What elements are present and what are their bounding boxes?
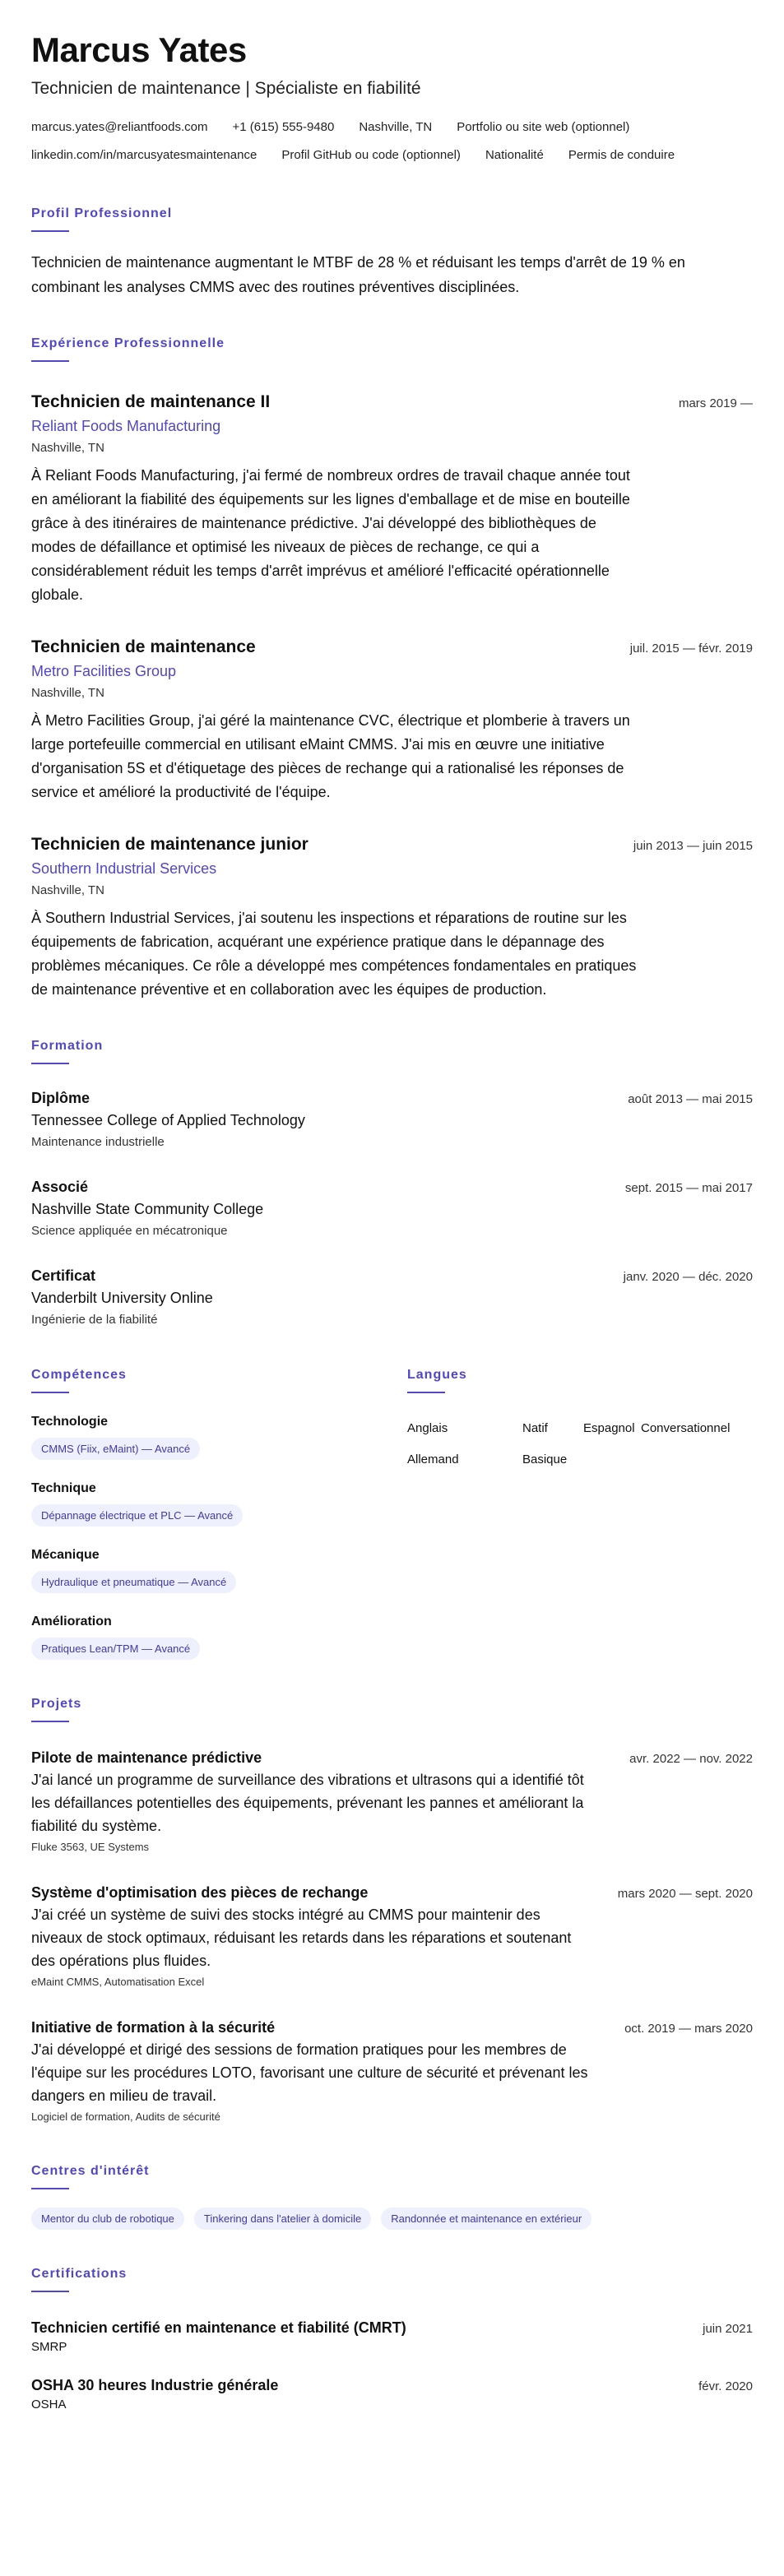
section-divider xyxy=(31,1392,69,1393)
skill-group xyxy=(31,1413,407,1460)
profile-summary: Technicien de maintenance augmentant le MTBF de 28 % et réduisant les temps d'arrêt de 19 % en combinant les analyses CMMS avec des routines préventives disciplinées. xyxy=(31,254,685,295)
headline: Technicien de maintenance | Spécialiste en fiabilité xyxy=(31,79,421,98)
section-divider xyxy=(31,1063,69,1064)
experience-section xyxy=(31,336,753,1002)
job-date: mars 2019 — xyxy=(678,396,753,410)
experience-entry xyxy=(31,390,753,607)
skills-languages-row xyxy=(31,1367,753,1660)
contact-nationality: Nationalité xyxy=(485,148,544,162)
interest-pill: Mentor du club de robotique xyxy=(31,2208,184,2230)
project-entry xyxy=(31,2017,753,2127)
contact-email[interactable]: marcus.yates@reliantfoods.com xyxy=(31,120,208,134)
project-tech: eMaint CMMS, Automatisation Excel xyxy=(31,1976,205,1988)
skill-pill: Dépannage électrique et PLC — Avancé xyxy=(31,1504,243,1527)
certification-issuer: OSHA xyxy=(31,2398,67,2412)
project-date: mars 2020 — sept. 2020 xyxy=(617,1887,753,1901)
job-title: Technicien de maintenance II xyxy=(31,392,271,411)
job-title: Technicien de maintenance junior xyxy=(31,835,308,854)
edu-degree: Associé xyxy=(31,1179,89,1195)
edu-field: Maintenance industrielle xyxy=(31,1135,165,1149)
edu-school: Tennessee College of Applied Technology xyxy=(31,1112,305,1128)
language-level: Basique xyxy=(522,1452,568,1466)
experience-entry xyxy=(31,832,753,1002)
project-date: oct. 2019 — mars 2020 xyxy=(624,2022,753,2036)
contact-phone[interactable]: +1 (615) 555-9480 xyxy=(232,120,335,134)
education-section xyxy=(31,1038,753,1331)
project-tech: Fluke 3563, UE Systems xyxy=(31,1841,150,1853)
contact-list xyxy=(31,114,772,169)
section-title-interests: Centres d'intérêt xyxy=(31,2164,150,2178)
section-title-skills: Compétences xyxy=(31,1368,127,1382)
certification-date: févr. 2020 xyxy=(698,2379,753,2393)
education-entry xyxy=(31,1265,753,1331)
job-description: À Reliant Foods Manufacturing, j'ai fermé de nombreux ordres de travail chaque année tout en améliorant la fiabilité des équipements sur les lignes d'emballage et de mise en bouteille grâce à des itinéraires de maintenance prédictive. J'ai développé des bibliothèques de modes de défaillance et optimisé les niveaux de pièces de rechange, ce qui a considérablement réduit les temps d'arrêt imprévus et amélioré l'efficacité opérationnelle globale. xyxy=(31,467,630,603)
certification-entry xyxy=(31,2317,753,2356)
job-location: Nashville, TN xyxy=(31,686,104,700)
certification-name: Technicien certifié en maintenance et fiabilité (CMRT) xyxy=(31,2319,406,2336)
job-date: juin 2013 — juin 2015 xyxy=(633,839,753,853)
contact-github[interactable]: Profil GitHub ou code (optionnel) xyxy=(281,148,461,162)
contact-linkedin[interactable]: linkedin.com/in/marcusyatesmaintenance xyxy=(31,148,257,162)
project-description: J'ai créé un système de suivi des stocks intégré au CMMS pour maintenir des niveaux de stock optimaux, réduisant les retards dans les réparations et soutenant des opérations plus fluides. xyxy=(31,1907,572,1969)
section-divider xyxy=(31,2291,69,2292)
project-entry xyxy=(31,1882,753,1992)
interest-pill: Tinkering dans l'atelier à domicile xyxy=(194,2208,371,2230)
skill-pill: CMMS (Fiix, eMaint) — Avancé xyxy=(31,1438,200,1460)
certification-name: OSHA 30 heures Industrie générale xyxy=(31,2377,279,2393)
certification-issuer: SMRP xyxy=(31,2340,67,2354)
section-title-profile: Profil Professionnel xyxy=(31,206,173,220)
languages-section xyxy=(407,1367,753,1660)
job-date: juil. 2015 — févr. 2019 xyxy=(629,642,753,656)
resume-header xyxy=(31,30,753,169)
section-divider xyxy=(31,2188,69,2189)
section-divider xyxy=(31,360,69,362)
job-title: Technicien de maintenance xyxy=(31,637,256,656)
profile-section xyxy=(31,206,753,299)
section-divider xyxy=(31,1721,69,1722)
skill-group xyxy=(31,1613,407,1660)
section-title-projects: Projets xyxy=(31,1697,82,1711)
job-description: À Metro Facilities Group, j'ai géré la maintenance CVC, électrique et plomberie à travers un large portefeuille commercial en utilisant eMaint CMMS. J'ai mis en œuvre une initiative d'organisation 5S et d'étiquetage des pièces de rechange qui a rationalisé les réponses de service et amélioré la productivité de l'équipe. xyxy=(31,712,630,800)
project-description: J'ai lancé un programme de surveillance des vibrations et ultrasons qui a identifié tôt les défaillances potentielles des équipements, prévenant les pannes et améliorant la fiabilité du système. xyxy=(31,1772,584,1834)
company-name: Reliant Foods Manufacturing xyxy=(31,418,221,434)
project-tech: Logiciel de formation, Audits de sécurité xyxy=(31,2110,220,2123)
contact-license: Permis de conduire xyxy=(568,148,675,162)
edu-school: Vanderbilt University Online xyxy=(31,1290,213,1306)
project-entry xyxy=(31,1747,753,1857)
project-title: Système d'optimisation des pièces de rechange xyxy=(31,1884,369,1901)
edu-degree: Certificat xyxy=(31,1267,96,1284)
section-title-certifications: Certifications xyxy=(31,2267,128,2281)
edu-date: août 2013 — mai 2015 xyxy=(628,1092,753,1106)
language-level: Conversationnel xyxy=(641,1421,731,1435)
skill-group xyxy=(31,1546,407,1593)
experience-entry xyxy=(31,635,753,804)
projects-section xyxy=(31,1696,753,2127)
interest-list xyxy=(31,2208,753,2230)
section-divider xyxy=(407,1392,445,1393)
edu-field: Science appliquée en mécatronique xyxy=(31,1224,228,1238)
job-description: À Southern Industrial Services, j'ai soutenu les inspections et réparations de routine sur les équipements de fabrication, acquérant une expérience pratique dans le dépannage des problèmes mécaniques. Ce rôle a développé mes compétences fondamentales en pratiques de maintenance préventive et en collaboration avec les équipes de production. xyxy=(31,910,637,998)
skill-pill: Pratiques Lean/TPM — Avancé xyxy=(31,1638,200,1660)
edu-field: Ingénierie de la fiabilité xyxy=(31,1313,158,1327)
edu-degree: Diplôme xyxy=(31,1090,90,1106)
language-name: Espagnol xyxy=(583,1421,635,1435)
language-name: Anglais xyxy=(407,1421,448,1435)
contact-location: Nashville, TN xyxy=(359,120,433,134)
skill-category: Technologie xyxy=(31,1415,109,1429)
project-title: Initiative de formation à la sécurité xyxy=(31,2019,276,2036)
project-title: Pilote de maintenance prédictive xyxy=(31,1749,262,1766)
language-name: Allemand xyxy=(407,1452,459,1466)
section-divider xyxy=(31,230,69,232)
edu-date: janv. 2020 — déc. 2020 xyxy=(623,1270,753,1284)
certification-entry xyxy=(31,2374,753,2414)
skill-category: Technique xyxy=(31,1481,96,1495)
skill-group xyxy=(31,1480,407,1527)
language-level: Natif xyxy=(522,1421,548,1435)
skill-category: Amélioration xyxy=(31,1615,112,1629)
education-entry xyxy=(31,1176,753,1242)
project-date: avr. 2022 — nov. 2022 xyxy=(629,1752,753,1766)
language-row xyxy=(407,1413,753,1444)
section-title-education: Formation xyxy=(31,1039,104,1053)
edu-school: Nashville State Community College xyxy=(31,1201,264,1217)
skills-section xyxy=(31,1367,407,1660)
education-entry xyxy=(31,1087,753,1153)
certifications-section xyxy=(31,2266,753,2414)
project-description: J'ai développé et dirigé des sessions de formation pratiques pour les membres de l'équipe sur les procédures LOTO, favorisant une culture de sécurité et prévenant les dangers en milieu de travail. xyxy=(31,2041,588,2104)
company-name: Metro Facilities Group xyxy=(31,663,177,679)
contact-portfolio[interactable]: Portfolio ou site web (optionnel) xyxy=(457,120,630,134)
language-list xyxy=(407,1413,753,1476)
candidate-name: Marcus Yates xyxy=(31,30,247,69)
edu-date: sept. 2015 — mai 2017 xyxy=(624,1181,753,1195)
section-title-experience: Expérience Professionnelle xyxy=(31,336,225,350)
job-location: Nashville, TN xyxy=(31,883,104,897)
skill-category: Mécanique xyxy=(31,1548,100,1562)
section-title-languages: Langues xyxy=(407,1368,467,1382)
certification-date: juin 2021 xyxy=(703,2322,753,2336)
interests-section xyxy=(31,2163,753,2230)
interest-pill: Randonnée et maintenance en extérieur xyxy=(381,2208,591,2230)
company-name: Southern Industrial Services xyxy=(31,860,217,877)
skill-pill: Hydraulique et pneumatique — Avancé xyxy=(31,1571,236,1593)
language-row xyxy=(407,1444,753,1476)
job-location: Nashville, TN xyxy=(31,441,104,455)
